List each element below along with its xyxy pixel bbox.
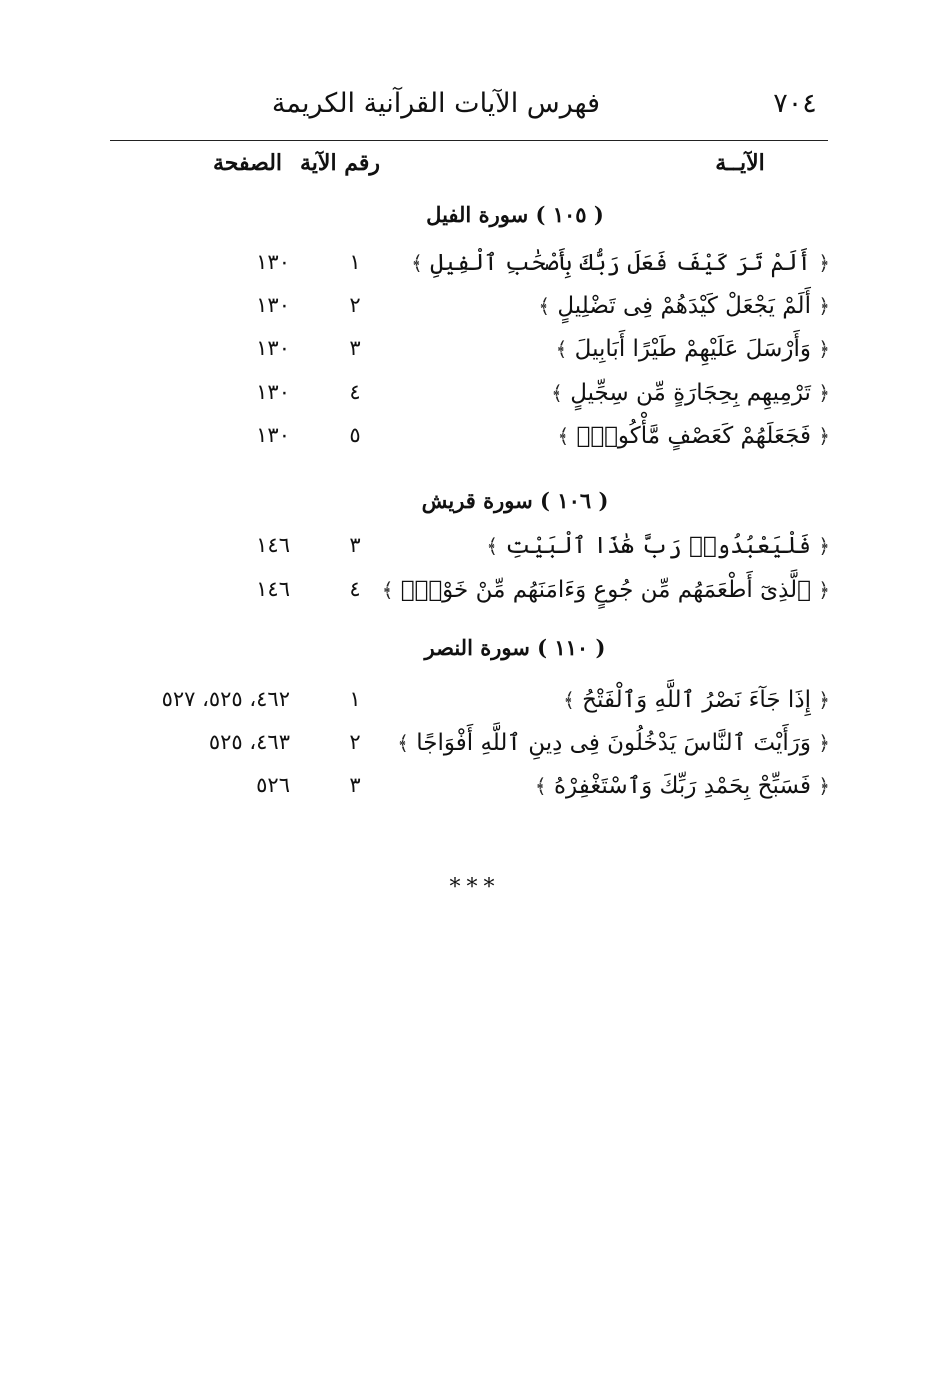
ornament-open-icon: ﴿ [818,534,830,558]
ornament-close-icon: ﴾ [555,337,568,361]
verse: فَجَعَلَهُمْ كَعَصْفٍ مَّأْكُولٍۭ [576,423,811,449]
page-ref: ١٣٠ [256,336,290,360]
section-end-asterisks: *** [449,875,501,900]
page-ref: ١٤٦ [256,533,290,557]
ayah-number: ٢ [349,293,361,317]
page-ref: ١٤٦ [256,577,290,601]
verse-text [382,577,830,603]
verse: فَسَبِّحْ بِحَمْدِ رَبِّكَ وَٱسْتَغْفِرْهُ [553,773,811,799]
verse-text [538,293,830,319]
page-ref: ١٣٠ [256,250,290,274]
verse-text [556,336,830,362]
table-row [0,380,952,420]
table-row [0,293,952,333]
ornament-close-icon: ﴾ [538,294,551,318]
ornament-open-icon: ﴿ [818,381,830,405]
verse: وَأَرْسَلَ عَلَيْهِمْ طَيْرًا أَبَابِيلَ [574,336,811,362]
ornament-close-icon: ﴾ [411,251,423,275]
page-ref: ٤٦٢، ٥٢٥، ٥٢٧ [161,687,290,711]
table-row [0,730,952,770]
verse-text [411,250,830,276]
column-header-ayah: الآيــة [715,150,765,176]
verse: إِذَا جَآءَ نَصْرُ ٱللَّهِ وَٱلْفَتْحُ [582,687,811,713]
verse-text [563,687,830,713]
ayah-number: ٣ [349,336,361,360]
ayah-number: ١ [349,687,361,711]
ornament-close-icon: ﴾ [534,774,547,798]
page-number: ٧٠٤ [773,88,817,119]
verse-text [397,730,830,756]
page-ref: ١٣٠ [256,423,290,447]
verse-text [551,380,830,406]
table-row [0,250,952,290]
table-row [0,577,952,617]
ornament-open-icon: ﴿ [818,251,830,275]
column-header-page: الصفحة [212,150,283,176]
column-header-ayah-number: رقم الآية [299,150,381,176]
ayah-number: ٥ [349,423,361,447]
verse-text [486,533,830,559]
surah-title: ( ١٠٥ ) سورة الفيل [426,202,604,227]
verse: فَلْيَعْبُدُوا۟ رَبَّ هَٰذَا ٱلْبَيْتِ [505,533,811,559]
surah-title: ( ١١٠ ) سورة النصر [424,635,606,660]
ayah-number: ٣ [349,773,361,797]
ayah-number: ٤ [349,380,361,404]
ornament-open-icon: ﴿ [818,424,830,448]
table-row [0,533,952,573]
verse: تَرْمِيهِم بِحِجَارَةٍ مِّن سِجِّيلٍ [570,380,811,406]
verse: أَلَمْ تَرَ كَيْفَ فَعَلَ رَبُّكَ بِأَصْحَٰبِ ٱلْفِيلِ [430,250,811,276]
ornament-close-icon: ﴾ [551,381,563,405]
page-ref: ١٣٠ [256,380,290,404]
verse: ٱلَّذِىٓ أَطْعَمَهُم مِّن جُوعٍ وَءَامَنَهُم مِّنْ خَوْفٍۭ [400,577,811,603]
running-head-title: فهرس الآيات القرآنية الكريمة [271,88,600,119]
ornament-close-icon: ﴾ [381,578,394,602]
table-row [0,687,952,727]
ornament-open-icon: ﴿ [818,774,830,798]
verse: وَرَأَيْتَ ٱلنَّاسَ يَدْخُلُونَ فِى دِينِ ٱللَّهِ أَفْوَاجًا [416,730,811,756]
ayah-number: ٣ [349,533,361,557]
page-ref: ٥٢٦ [256,773,290,797]
page-ref: ١٣٠ [256,293,290,317]
ornament-close-icon: ﴾ [557,424,570,448]
ornament-close-icon: ﴾ [486,534,499,558]
verse-text [535,773,830,799]
ornament-open-icon: ﴿ [818,337,830,361]
ayah-number: ١ [349,250,361,274]
ornament-open-icon: ﴿ [818,731,830,755]
ayah-number: ٢ [349,730,361,754]
ornament-open-icon: ﴿ [818,578,830,602]
ayah-number: ٤ [349,577,361,601]
surah-title: ( ١٠٦ ) سورة قريش [421,488,609,513]
ornament-open-icon: ﴿ [818,294,830,318]
ornament-open-icon: ﴿ [818,688,830,712]
ornament-close-icon: ﴾ [397,731,409,755]
ornament-close-icon: ﴾ [563,688,575,712]
verse-text [557,423,830,449]
page-ref: ٤٦٣، ٥٢٥ [208,730,290,754]
table-row [0,336,952,376]
table-row [0,773,952,813]
verse: أَلَمْ يَجْعَلْ كَيْدَهُمْ فِى تَضْلِيلٍ [557,293,811,319]
header-rule [110,140,828,141]
table-row [0,423,952,463]
